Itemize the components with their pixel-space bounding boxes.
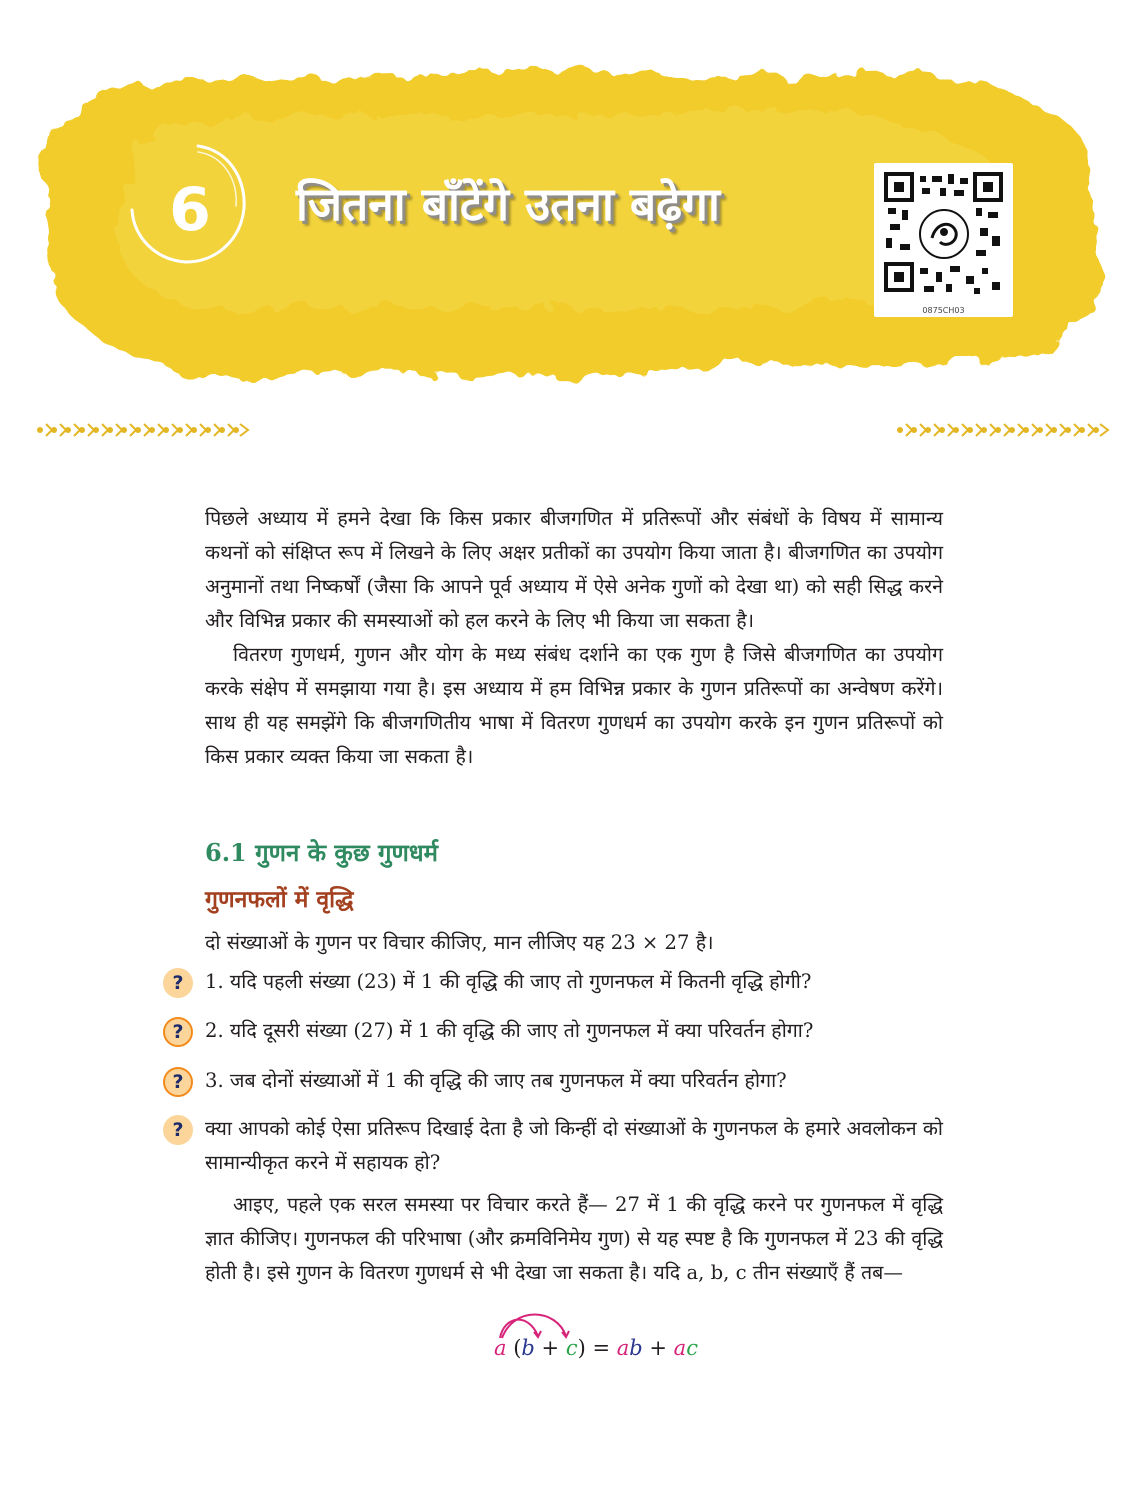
formula-a: a	[494, 1336, 507, 1360]
subsection-heading: गुणनफलों में वृद्धि	[205, 886, 354, 913]
question-4: क्या आपको कोई ऐसा प्रतिरूप दिखाई देता है जो किन्हीं दो संख्याओं के गुणनफल के हमारे अवलोकन को सामान्यीकृत करने में सहायक हो?	[205, 1117, 943, 1174]
divider-right-icon	[896, 420, 1112, 440]
formula-c: c	[565, 1336, 578, 1360]
question-mark-icon: ?	[163, 968, 193, 998]
question-2: 2. यदि दूसरी संख्या (27) में 1 की वृद्धि की जाए तो गुणनफल में क्या परिवर्तन होगा?	[205, 1019, 814, 1042]
formula-b: b	[521, 1336, 535, 1360]
section-prompt: दो संख्याओं के गुणन पर विचार कीजिए, मान लीजिए यह 23 × 27 है।	[205, 931, 714, 954]
intro-paragraph-1: पिछले अध्याय में हमने देखा कि किस प्रकार बीजगणित में प्रतिरूपों और संबंधों के विषय में सामान्य कथनों को संक्षिप्त रूप में लिखने के लिए अक्षर प्रतीकों का उपयोग किया जाता है। बीजगणित का उपयोग अनुमानों तथा निष्कर्षों (जैसा कि आपने पूर्व अध्याय में ऐसे अनेक गुणों को देखा था) को सही सिद्ध करने और विभिन्न प्रकार की समस्याओं को हल करने के लिए भी किया जा सकता है।	[205, 507, 943, 632]
chapter-title: जितना बाँटेंगे उतना बढ़ेगा	[296, 177, 720, 231]
section-heading: 6.1 गुणन के कुछ गुणधर्म	[205, 838, 439, 867]
question-3: 3. जब दोनों संख्याओं में 1 की वृद्धि की जाए तब गुणनफल में क्या परिवर्तन होगा?	[205, 1069, 787, 1092]
formula-plus: +	[534, 1336, 566, 1360]
question-1: 1. यदि पहली संख्या (23) में 1 की वृद्धि की जाए तो गुणनफल में कितनी वृद्धि होगी?	[205, 970, 812, 993]
formula-plus-2: +	[642, 1336, 674, 1360]
divider-left-icon	[36, 420, 252, 440]
qr-code-icon	[884, 172, 1003, 302]
question-mark-icon: ?	[163, 1017, 193, 1047]
qr-code-label: 0875CH03	[922, 306, 965, 315]
formula-open: (	[506, 1336, 522, 1360]
formula-ac-c: c	[686, 1336, 698, 1360]
qr-code-box[interactable]	[874, 163, 1013, 317]
formula-ac-a: a	[673, 1336, 687, 1360]
formula-ab-b: b	[629, 1336, 643, 1360]
formula-close-eq: ) =	[577, 1336, 617, 1360]
distributive-formula	[494, 1336, 698, 1360]
question-mark-icon: ?	[163, 1067, 193, 1097]
question-mark-icon: ?	[163, 1115, 193, 1145]
chapter-number: 6	[169, 175, 211, 245]
intro-text	[205, 502, 943, 774]
body-paragraph-3: आइए, पहले एक सरल समस्या पर विचार करते हैं— 27 में 1 की वृद्धि करने पर गुणनफल में वृद्धि ज्ञात कीजिए। गुणनफल की परिभाषा (और क्रमविनिमेय गुण) से यह स्पष्ट है कि गुणनफल में 23 की वृद्धि होती है। इसे गुणन के वितरण गुणधर्म से भी देखा जा सकता है। यदि a, b, c तीन संख्याएँ हैं तब—	[205, 1193, 943, 1284]
intro-paragraph-2: वितरण गुणधर्म, गुणन और योग के मध्य संबंध दर्शाने का एक गुण है जिसे बीजगणित का उपयोग करके संक्षेप में समझाया गया है। इस अध्याय में हम विभिन्न प्रकार के गुणन प्रतिरूपों का अन्वेषण करेंगे। साथ ही यह समझेंगे कि बीजगणितीय भाषा में वितरण गुणधर्म का उपयोग करके इन गुणन प्रतिरूपों को किस प्रकार व्यक्त किया जा सकता है।	[205, 643, 943, 768]
formula-ab-a: a	[616, 1336, 630, 1360]
